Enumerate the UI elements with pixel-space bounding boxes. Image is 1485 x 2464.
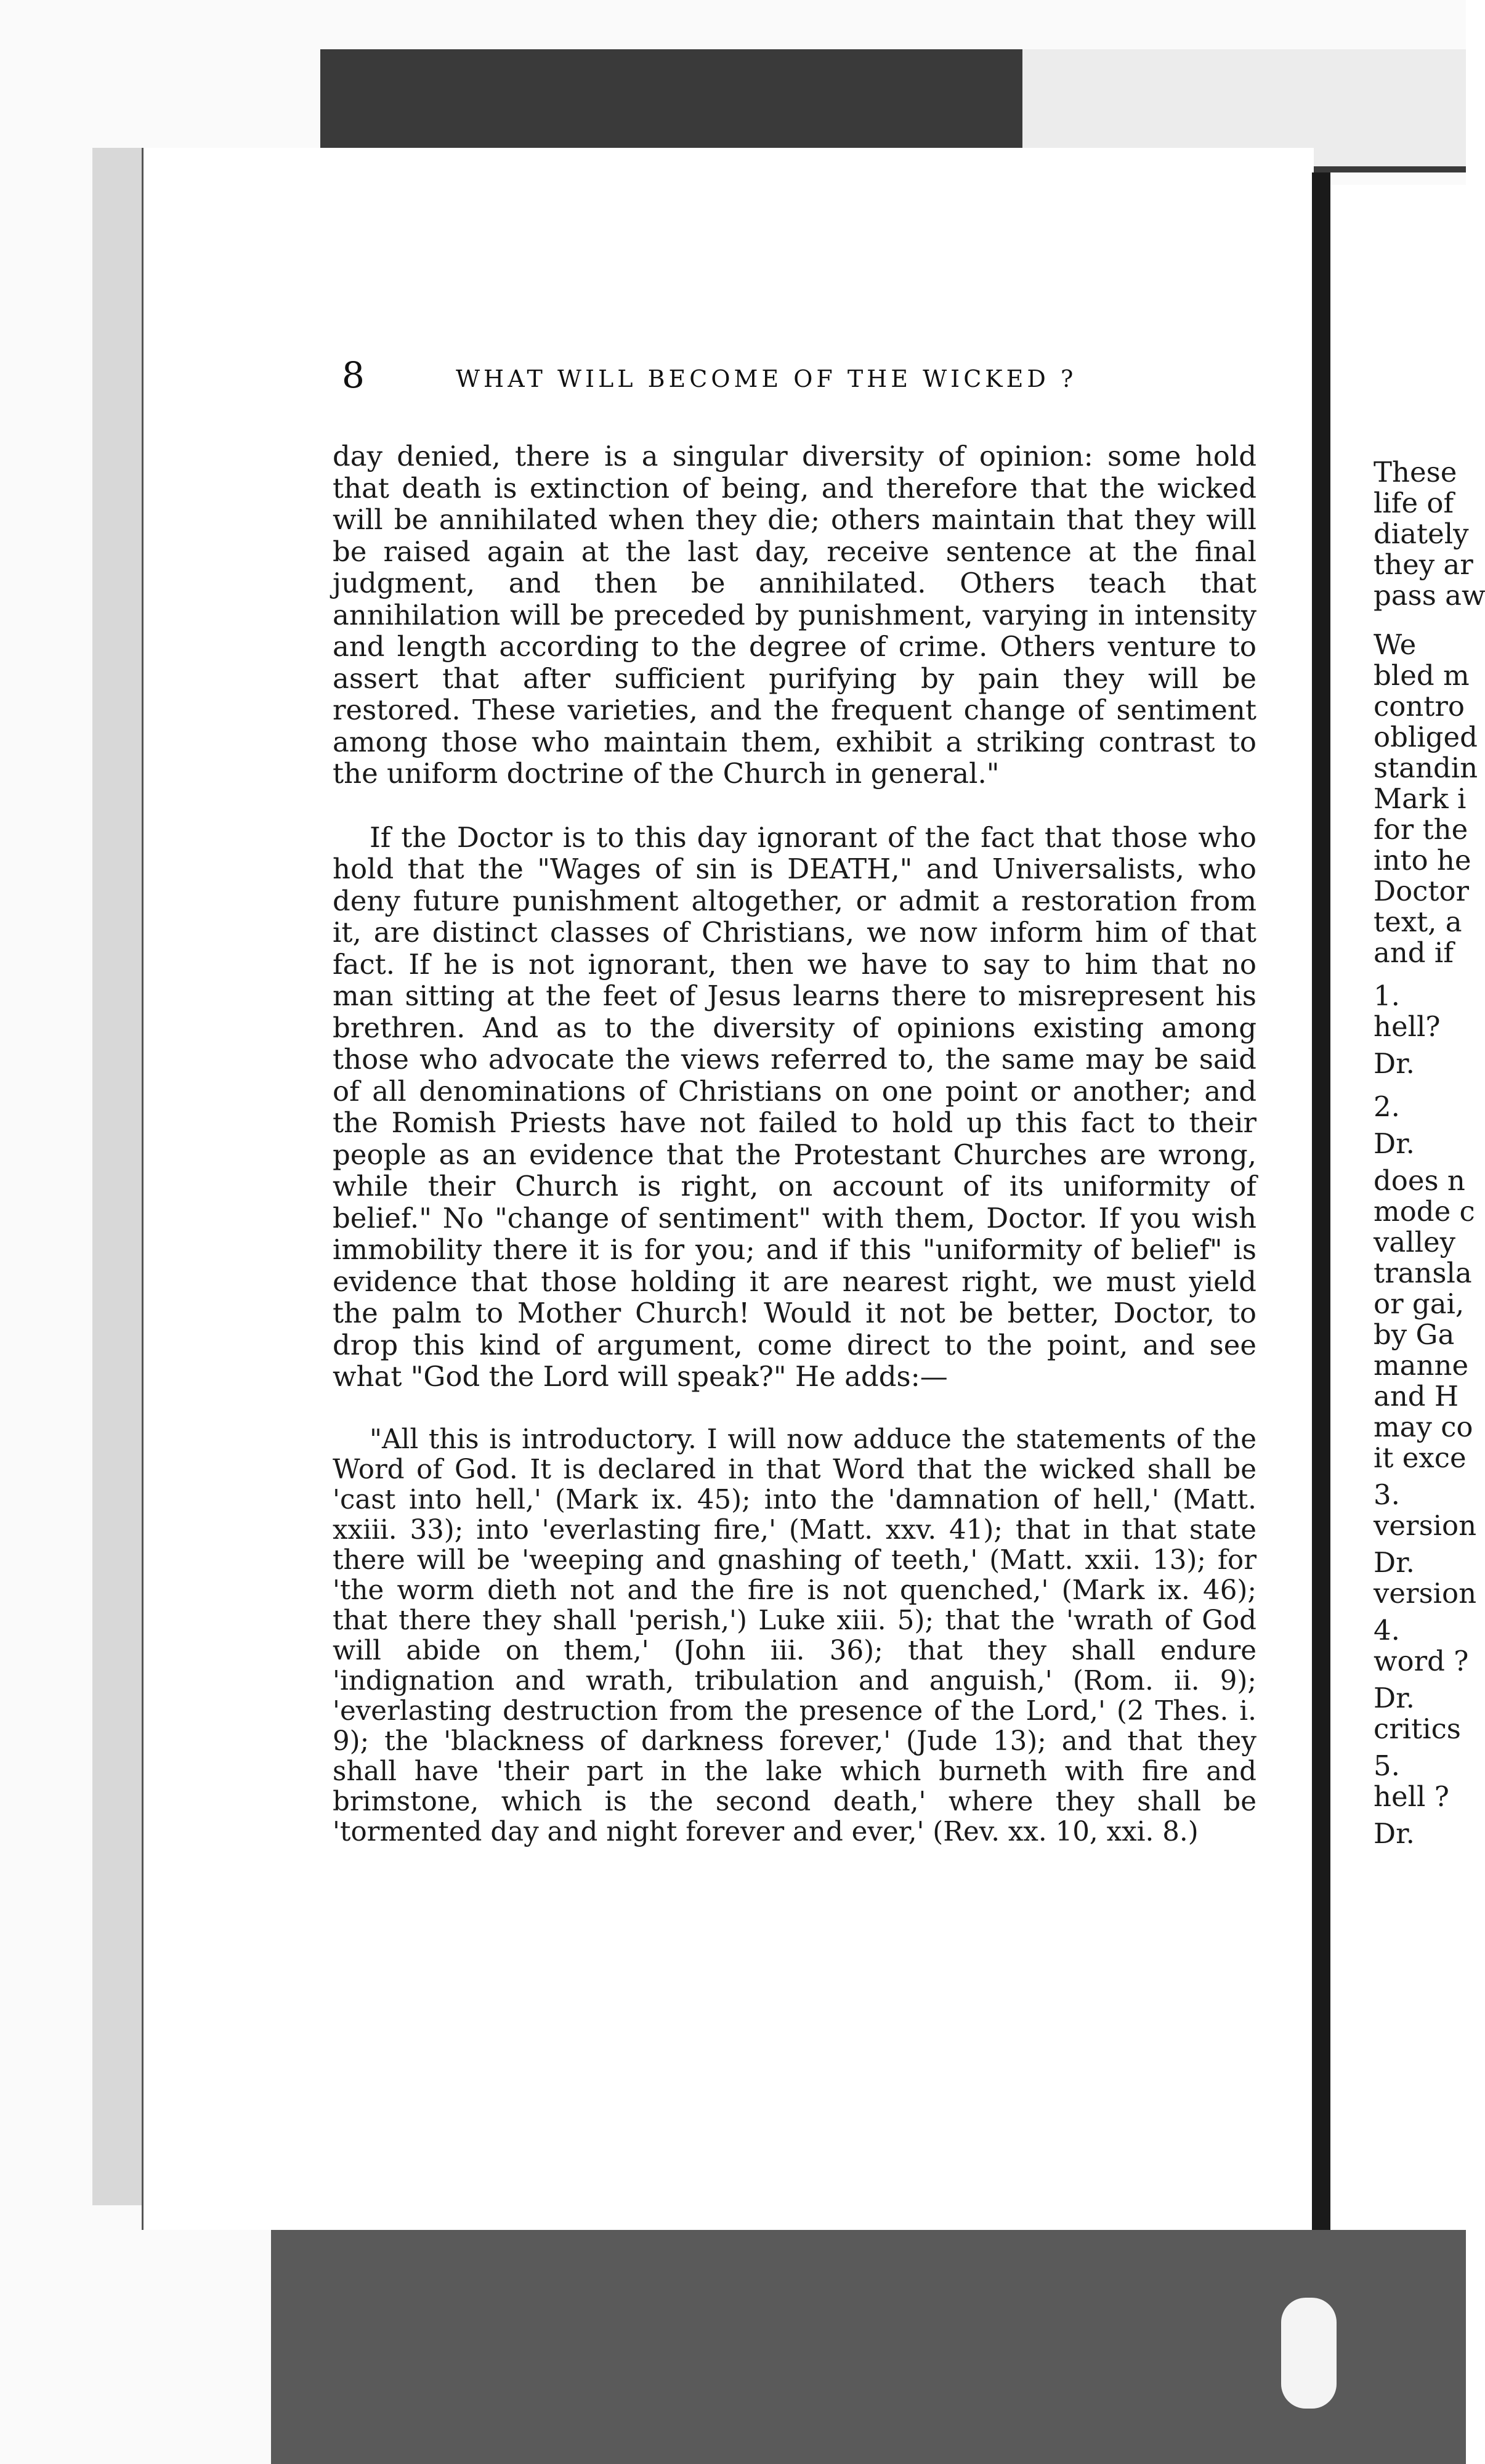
right-page-line: text, a [1374, 906, 1462, 938]
right-page-line: standin [1374, 752, 1478, 784]
right-page-line: Doctor [1374, 875, 1470, 907]
page-number: 8 [342, 354, 365, 396]
right-page-line: it exce [1374, 1441, 1467, 1474]
right-page-line: These [1374, 456, 1457, 488]
right-page-line: obliged [1374, 721, 1478, 753]
paragraph-quotation: "All this is introductory. I will now adduce the statements of the Word of God. It is declared in that Word that the wicked shall be 'cast into hell,' (Mark ix. 45); into the 'damnation of hell,' (Matt. xxiii. 33); into 'everlasting fire,' (Matt. xxv. 41); that in that state there will be 'weeping and gnashing of teeth,' (Matt. xxii. 13); for 'the worm dieth not and the fire is not quenched,' (Mark ix. 46); that there they shall 'perish,') Luke xiii. 5); that the 'wrath of God will abide on them,' (John iii. 36); that they shall endure 'indignation and wrath, tribulation and anguish,' (Rom. ii. 9); 'everlasting destruction from the presence of the Lord,' (2 Thes. i. 9); the 'blackness of darkness forever,' (Jude 13); and that they shall have 'their part in the lake which burneth with fire and brimstone, which is the second death,' where they shall be 'tormented day and night forever and ever,' (Rev. xx. 10, xxi. 8.) [333, 1424, 1256, 1847]
right-page-line: and H [1374, 1380, 1459, 1412]
right-page-line: hell ? [1374, 1780, 1449, 1813]
right-page-line: by Ga [1374, 1318, 1455, 1351]
right-page-line: Dr. [1374, 1817, 1415, 1850]
right-page-line: pass aw [1374, 579, 1485, 612]
right-page-line: word ? [1374, 1645, 1469, 1677]
right-page-line: Dr. [1374, 1682, 1415, 1714]
right-page-line: contro [1374, 690, 1465, 723]
right-page-line: life of [1374, 487, 1454, 519]
right-page-line: 2. [1374, 1090, 1400, 1123]
right-page-line: Dr. [1374, 1127, 1415, 1160]
right-page-line: manne [1374, 1349, 1469, 1382]
right-page-line: diately [1374, 517, 1469, 550]
paragraph-response: If the Doctor is to this day ignorant of the fact that those who hold that the "Wages of sin is DEATH," and Universalists, who deny future punishment altogether, or admit a restoration from it, are distinct classes of Christians, we now inform him of that fact. If he is not ignorant, then we have to say to him that no man sitting at the feet of Jesus learns there to misrepresent his brethren. And as to the diversity of opinions existing among those who advocate the views referred to, the same may be said of all denominations of Christians on one point or another; and the Romish Priests have not failed to hold up this fact to their people as an evidence that the Protestant Churches are wrong, while their Church is right, on account of its uniformity of belief." No "change of sentiment" with them, Doctor. If you wish immobility there it is for you; and if this "uniformity of belief" is evidence that those holding it are nearest right, we must yield the palm to Mother Church! Would it not be better, Doctor, to drop this kind of argument, come direct to the point, and see what "God the Lord will speak?" He adds:— [333, 821, 1256, 1393]
right-page-line: Dr. [1374, 1546, 1415, 1579]
right-page-line: they ar [1374, 548, 1473, 581]
right-page-line: Dr. [1374, 1047, 1415, 1080]
right-page-line: Mark i [1374, 782, 1467, 815]
right-page-line: or gai, [1374, 1287, 1465, 1320]
right-page-line: may co [1374, 1411, 1473, 1443]
book-spine [1312, 172, 1330, 2230]
right-page-line: and if [1374, 936, 1454, 969]
scan-smudge [1281, 2298, 1337, 2409]
right-page-line: into he [1374, 844, 1471, 877]
body-text [333, 440, 1256, 1847]
right-page-line: 3. [1374, 1478, 1400, 1511]
right-page-line: We [1374, 628, 1417, 661]
page-header [197, 354, 1121, 397]
right-page-line: hell? [1374, 1010, 1441, 1043]
right-page-line: critics [1374, 1712, 1461, 1745]
right-page-line: valley [1374, 1226, 1456, 1258]
right-page-line: version [1374, 1577, 1477, 1610]
running-head: WHAT WILL BECOME OF THE WICKED ? [456, 365, 1077, 392]
paragraph-quote-continued: day denied, there is a singular diversity of opinion: some hold that death is extinction of being, and therefore that the wicked will be annihilated when they die; others maintain that they will be raised again at the last day, receive sentence at the final judgment, and then be annihilated. Others teach that annihilation will be preceded by punishment, varying in intensity and length according to the degree of crime. Others venture to assert that after sufficient purifying by pain they will be restored. These varieties, and the frequent change of sentiment among those who maintain them, exhibit a striking contrast to the uniform doctrine of the Church in general." [333, 440, 1256, 790]
right-page-line: version [1374, 1509, 1477, 1542]
right-page-line: transla [1374, 1257, 1472, 1289]
page-stack-edge [92, 148, 145, 2205]
right-page-line: does n [1374, 1164, 1465, 1197]
right-page-line: 1. [1374, 979, 1400, 1012]
right-page-line: for the [1374, 813, 1468, 846]
right-page-fragment [1330, 185, 1485, 2230]
right-page-line: mode c [1374, 1195, 1475, 1228]
right-page-line: bled m [1374, 659, 1470, 692]
right-page-line: 4. [1374, 1614, 1400, 1647]
right-page-line: 5. [1374, 1749, 1400, 1782]
